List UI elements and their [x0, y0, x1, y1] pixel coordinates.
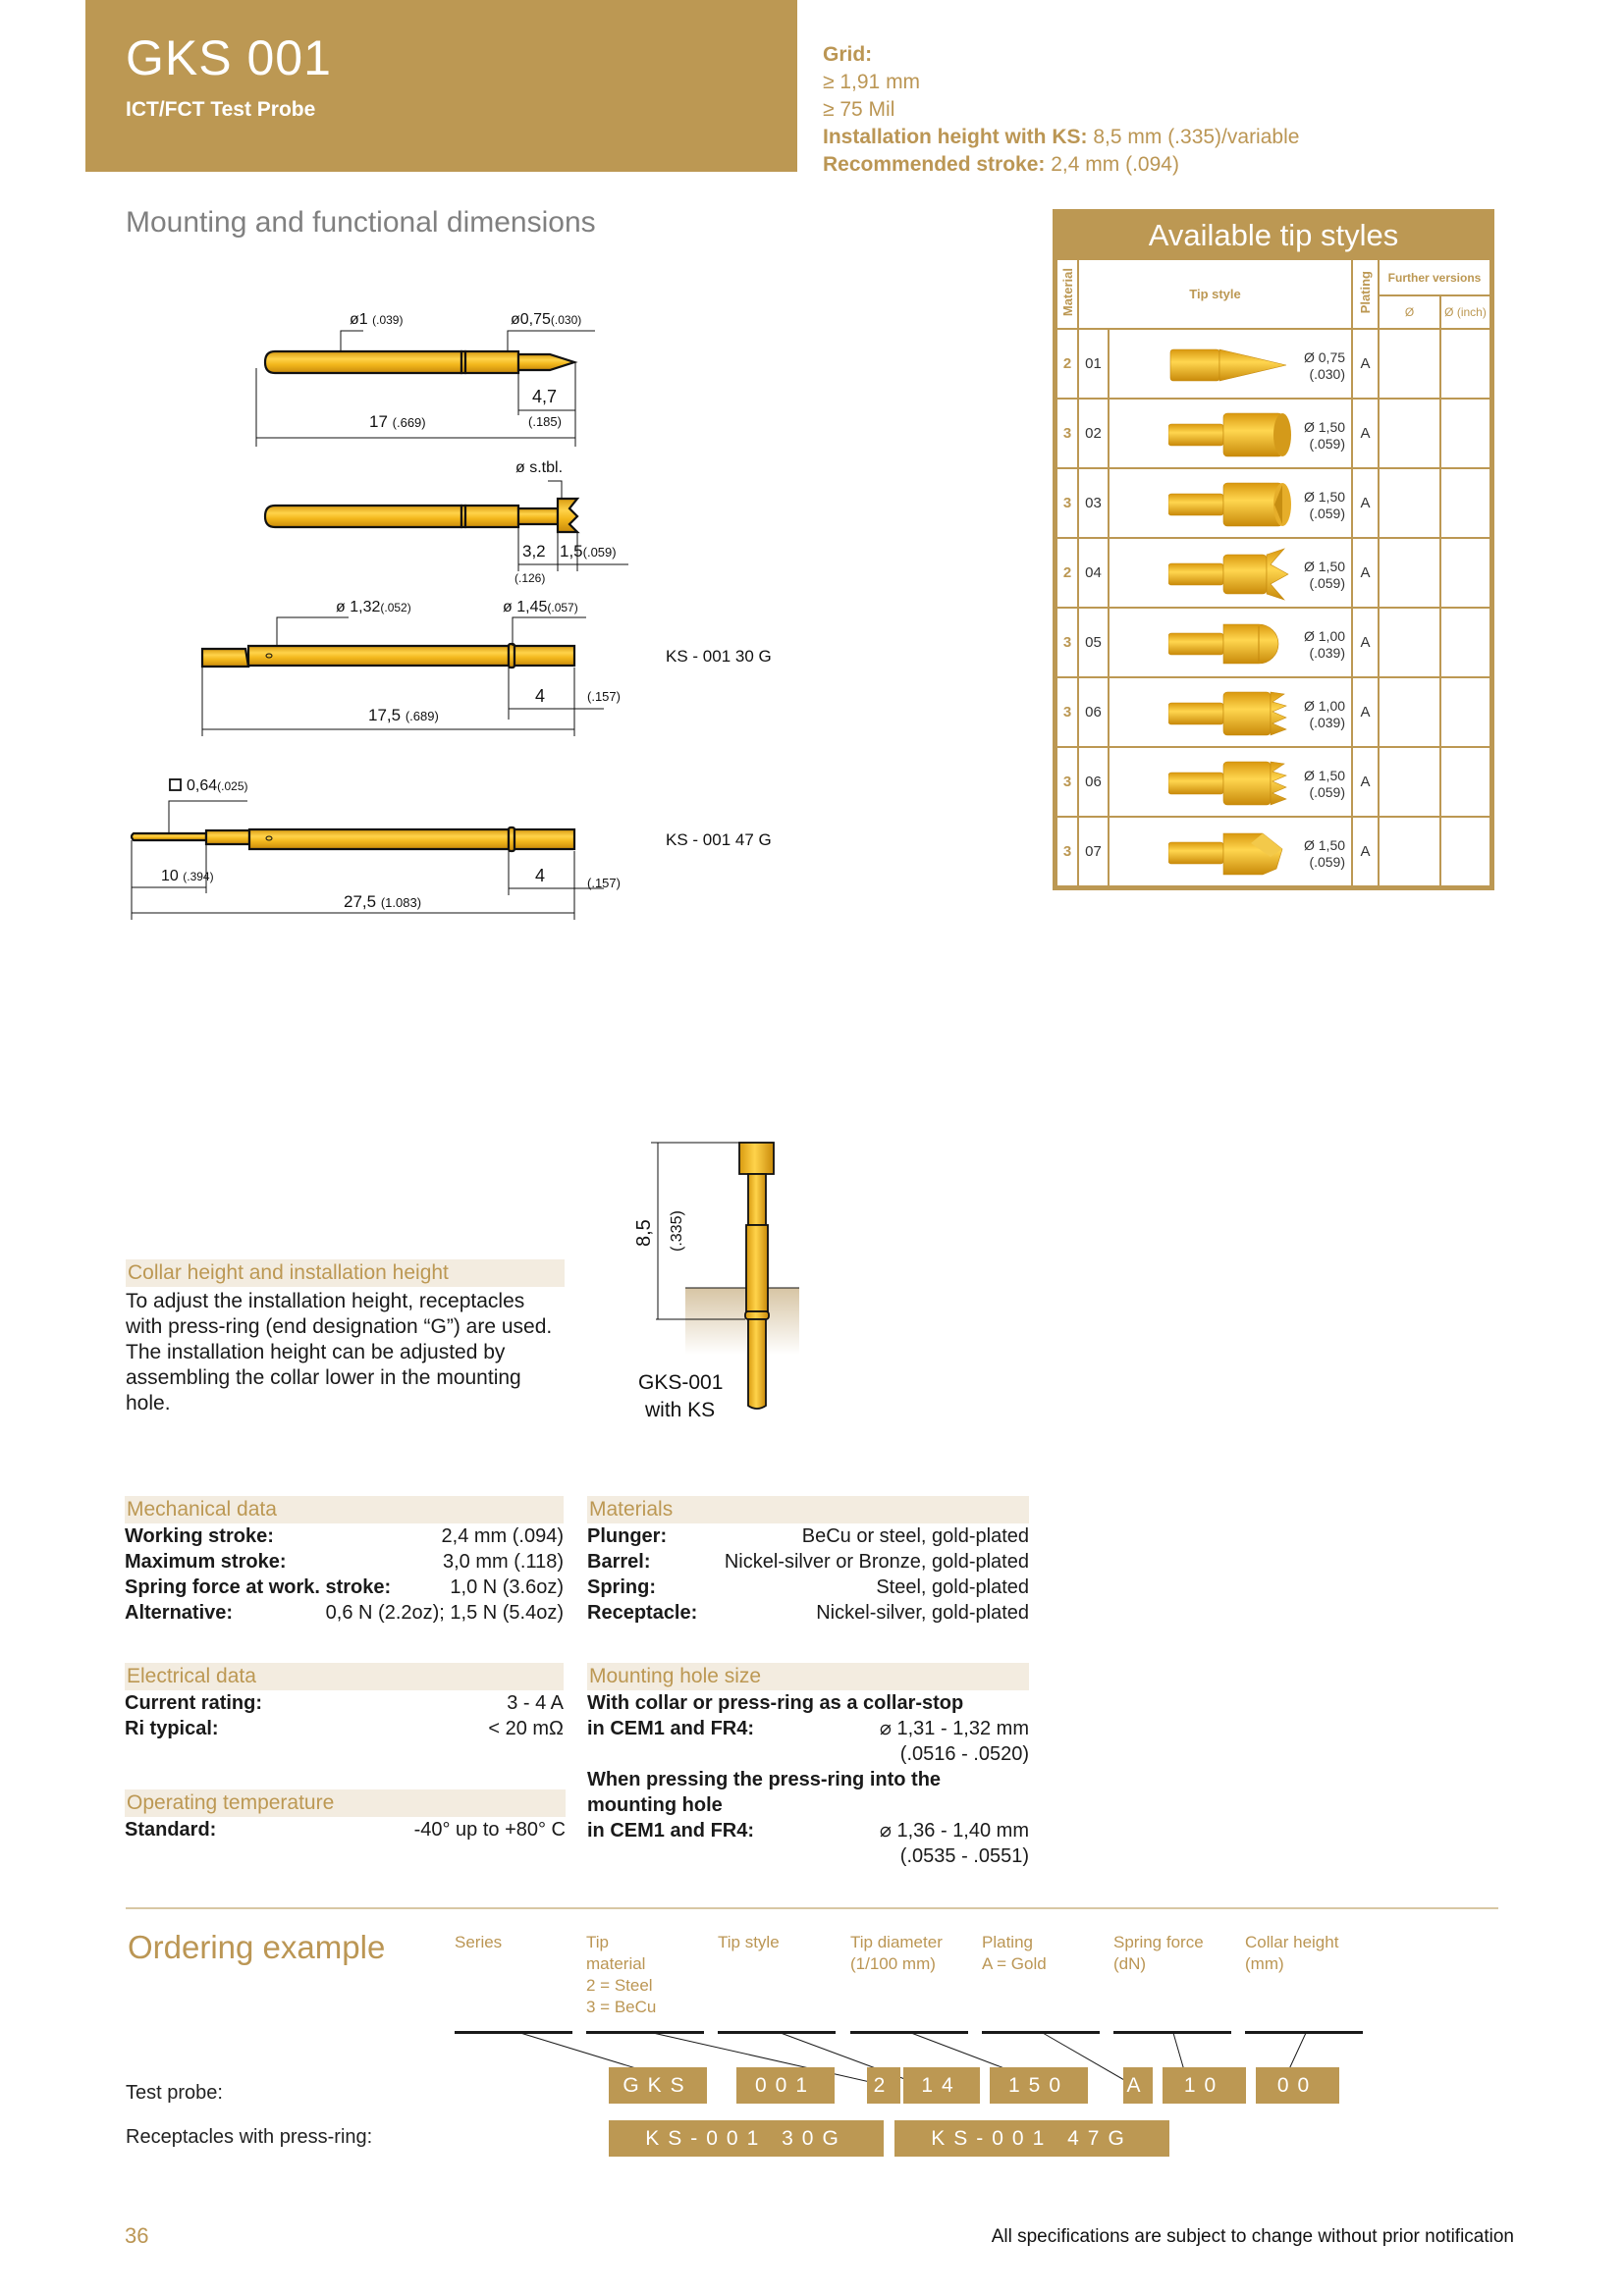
install-caption-1: GKS-001: [638, 1371, 724, 1394]
mh-line3: (.0516 - .0520): [899, 1743, 1029, 1765]
ordering-caption: Tip diameter (1/100 mm): [850, 1933, 943, 1973]
mh-line1: With collar or press-ring as a collar-stop: [587, 1692, 964, 1714]
section-title: Mounting and functional dimensions: [126, 206, 596, 239]
tip-diameter-inch: (.059): [1309, 575, 1346, 591]
mh-line5: mounting hole: [587, 1794, 723, 1816]
dim-barrel-diameter: ø1 (.039): [350, 311, 404, 328]
product-title: GKS 001: [126, 30, 332, 85]
test-probe-code: 2: [867, 2067, 900, 2104]
product-subtitle: ICT/FCT Test Probe: [126, 98, 316, 121]
tip-diameter: Ø 1,50: [1303, 489, 1346, 505]
tip-diameter-inch: (.039): [1309, 715, 1346, 730]
tip-diameter-inch: (.030): [1309, 366, 1346, 382]
row-key: Current rating:: [125, 1692, 262, 1714]
ordering-caption: Tip style: [718, 1933, 780, 1951]
ordering-slot-line: [982, 2031, 1100, 2034]
stroke-label: Recommended stroke:: [823, 153, 1046, 176]
label-ks47: KS - 001 47 G: [666, 830, 772, 849]
mh-line4: When pressing the press-ring into the: [587, 1769, 942, 1790]
row-key: Ri typical:: [125, 1718, 219, 1739]
install-label: Installation height with KS:: [823, 126, 1088, 148]
tip-plating: A: [1352, 817, 1379, 886]
col-tip-style: Tip style: [1078, 259, 1352, 329]
dim-tip-diameter: ø0,75(.030): [511, 311, 582, 328]
tip-code: 02: [1078, 399, 1109, 468]
row-value: 0,6 N (2.2oz); 1,5 N (5.4oz): [325, 1602, 564, 1624]
tip-plating: A: [1352, 329, 1379, 399]
row-key: Maximum stroke:: [125, 1551, 287, 1573]
row-key: Plunger:: [587, 1525, 668, 1547]
mh-line7: (.0535 - .0551): [899, 1845, 1029, 1867]
tip-table-title: Available tip styles: [1056, 212, 1491, 258]
tip-plating: A: [1352, 468, 1379, 538]
dim-total-length: 17 (.669): [369, 412, 426, 431]
receptacle-code: KS-001 47G: [894, 2120, 1169, 2157]
row-value: -40° up to +80° C: [413, 1819, 566, 1841]
tip-material: 3: [1056, 468, 1078, 538]
tip-diameter-inch: (.059): [1309, 506, 1346, 521]
collar-title: Collar height and installation height: [126, 1259, 565, 1287]
test-probe-code: 10: [1163, 2067, 1246, 2104]
ordering-slot-line: [1113, 2031, 1231, 2034]
tip-diameter-inch: (.059): [1309, 854, 1346, 870]
test-probe-code: 150: [990, 2067, 1088, 2104]
install-caption-2: with KS: [645, 1399, 716, 1421]
ordering-caption: Spring force (dN): [1113, 1933, 1204, 1973]
ordering-caption: Collar height (mm): [1245, 1933, 1339, 1973]
tip-plating: A: [1352, 538, 1379, 608]
tip-diameter-inch: (.059): [1309, 784, 1346, 800]
tip-diameter: Ø 0,75: [1303, 349, 1346, 365]
mh-line2-key: in CEM1 and FR4:: [587, 1718, 755, 1739]
tip-diameter: Ø 1,50: [1303, 419, 1346, 435]
row-value: < 20 mΩ: [488, 1718, 564, 1739]
tip-plating: A: [1352, 747, 1379, 817]
row-value: Nickel-silver, gold-plated: [816, 1602, 1029, 1624]
ordering-title: Ordering example: [128, 1929, 386, 1965]
stroke-value: 2,4 mm (.094): [1051, 153, 1179, 176]
receptacle-label: Receptacles with press-ring:: [126, 2126, 373, 2148]
dim-ks47-ring-inch: (.157): [587, 876, 621, 890]
row-key: Receptacle:: [587, 1602, 698, 1624]
ordering-slot-line: [586, 2031, 704, 2034]
dim-ks30-d2: ø 1,45(.057): [503, 599, 578, 615]
row-value: 1,0 N (3.6oz): [450, 1576, 564, 1598]
tip-plating: A: [1352, 399, 1379, 468]
label-ks30: KS - 001 30 G: [666, 647, 772, 666]
tip-material: 2: [1056, 538, 1078, 608]
row-value: Nickel-silver or Bronze, gold-plated: [724, 1551, 1029, 1573]
tip-diameter: Ø 1,00: [1303, 698, 1346, 714]
ordering-caption: Plating A = Gold: [982, 1933, 1047, 1973]
tip-code: 06: [1078, 677, 1109, 747]
tip-material: 3: [1056, 817, 1078, 886]
tip-code: 01: [1078, 329, 1109, 399]
row-key: Working stroke:: [125, 1525, 274, 1547]
row-key: Spring:: [587, 1576, 656, 1598]
test-probe-code: 001: [736, 2067, 835, 2104]
test-probe-code: GKS: [609, 2067, 707, 2104]
row-value: BeCu or steel, gold-plated: [801, 1525, 1029, 1547]
tip-diameter: Ø 1,50: [1303, 837, 1346, 853]
dim-ks47-pin: 10 (.394): [161, 868, 214, 884]
disclaimer: All specifications are subject to change without prior notification: [991, 2226, 1514, 2247]
dim-crown-len-b: 1,5(.059): [560, 542, 617, 561]
install-value: 8,5 mm (.335)/variable: [1093, 126, 1300, 148]
dim-crown-len-a: 3,2: [522, 542, 546, 561]
test-probe-code: 14: [903, 2067, 980, 2104]
dim-ks30-ring: 4: [535, 686, 546, 706]
mh-line2-value: ⌀ 1,31 - 1,32 mm: [879, 1718, 1029, 1739]
tip-plating: A: [1352, 608, 1379, 677]
row-value: 3,0 mm (.118): [443, 1551, 564, 1573]
test-probe-label: Test probe:: [126, 2082, 223, 2104]
ordering-slot-line: [850, 2031, 968, 2034]
grid-label: Grid:: [823, 43, 873, 66]
tip-material: 3: [1056, 677, 1078, 747]
tip-code: 07: [1078, 817, 1109, 886]
ordering-caption: Series: [455, 1933, 503, 1951]
dim-crown-len-a-inch: (.126): [514, 571, 546, 585]
grid-mil: ≥ 75 Mil: [823, 98, 895, 121]
row-value: Steel, gold-plated: [876, 1576, 1029, 1598]
test-probe-code: A: [1123, 2067, 1153, 2104]
tip-diameter-inch: (.059): [1309, 436, 1346, 452]
tip-diameter-inch: (.039): [1309, 645, 1346, 661]
dim-tip-length: 4,7: [532, 387, 558, 406]
col-plating: Plating: [1352, 259, 1379, 329]
materials-title: Materials: [587, 1496, 1029, 1523]
ordering-slot-line: [718, 2031, 836, 2034]
tip-diameter: Ø 1,50: [1303, 768, 1346, 783]
row-value: 3 - 4 A: [507, 1692, 564, 1714]
tip-code: 05: [1078, 608, 1109, 677]
tip-diameter: Ø 1,50: [1303, 559, 1346, 574]
tip-material: 3: [1056, 608, 1078, 677]
tip-plating: A: [1352, 677, 1379, 747]
temperature-title: Operating temperature: [125, 1789, 566, 1817]
row-key: Barrel:: [587, 1551, 651, 1573]
col-further-versions: Further versions: [1379, 259, 1490, 295]
col-material: Material: [1056, 259, 1078, 329]
row-key: Alternative:: [125, 1602, 234, 1624]
col-dia-inch: Ø (inch): [1440, 295, 1490, 329]
dim-ks47-total: 27,5 (1.083): [344, 892, 422, 911]
mh-line6-value: ⌀ 1,36 - 1,40 mm: [879, 1820, 1029, 1842]
dim-crown-diameter: ø s.tbl.: [515, 459, 564, 476]
mechanical-title: Mechanical data: [125, 1496, 564, 1523]
ordering-slot-line: [1245, 2031, 1363, 2034]
dim-ks47-square: 0,64(.025): [187, 777, 248, 794]
ordering-caption: Tip material 2 = Steel 3 = BeCu: [586, 1933, 657, 2016]
dim-install-height: 8,5: [633, 1219, 655, 1247]
row-value: 2,4 mm (.094): [441, 1525, 564, 1547]
electrical-title: Electrical data: [125, 1663, 564, 1690]
receptacle-code: KS-001 30G: [609, 2120, 884, 2157]
dim-ks47-ring: 4: [535, 866, 546, 885]
tip-diameter: Ø 1,00: [1303, 628, 1346, 644]
dim-install-height-inch: (.335): [669, 1210, 685, 1252]
tip-material: 3: [1056, 747, 1078, 817]
dim-ks30-ring-inch: (.157): [587, 689, 621, 704]
row-key: Spring force at work. stroke:: [125, 1576, 392, 1598]
ordering-slot-line: [455, 2031, 572, 2034]
mounting-hole-title: Mounting hole size: [587, 1663, 1029, 1690]
test-probe-code: 00: [1256, 2067, 1339, 2104]
tip-material: 3: [1056, 399, 1078, 468]
dim-tip-length-inch: (.185): [528, 414, 562, 429]
row-key: Standard:: [125, 1819, 217, 1841]
mh-line6-key: in CEM1 and FR4:: [587, 1820, 755, 1842]
dim-ks30-total: 17,5 (.689): [368, 706, 439, 724]
tip-code: 03: [1078, 468, 1109, 538]
grid-mm: ≥ 1,91 mm: [823, 71, 921, 93]
dim-ks30-d1: ø 1,32(.052): [336, 599, 411, 615]
tip-code: 04: [1078, 538, 1109, 608]
collar-body: To adjust the installation height, receptacles with press-ring (end designation “G”) are used. The installation height can be adjusted by assembling the collar lower in the mounting hole.: [126, 1290, 553, 1415]
tip-code: 06: [1078, 747, 1109, 817]
page-number: 36: [125, 2223, 149, 2248]
col-dia: Ø: [1379, 295, 1440, 329]
tip-material: 2: [1056, 329, 1078, 399]
